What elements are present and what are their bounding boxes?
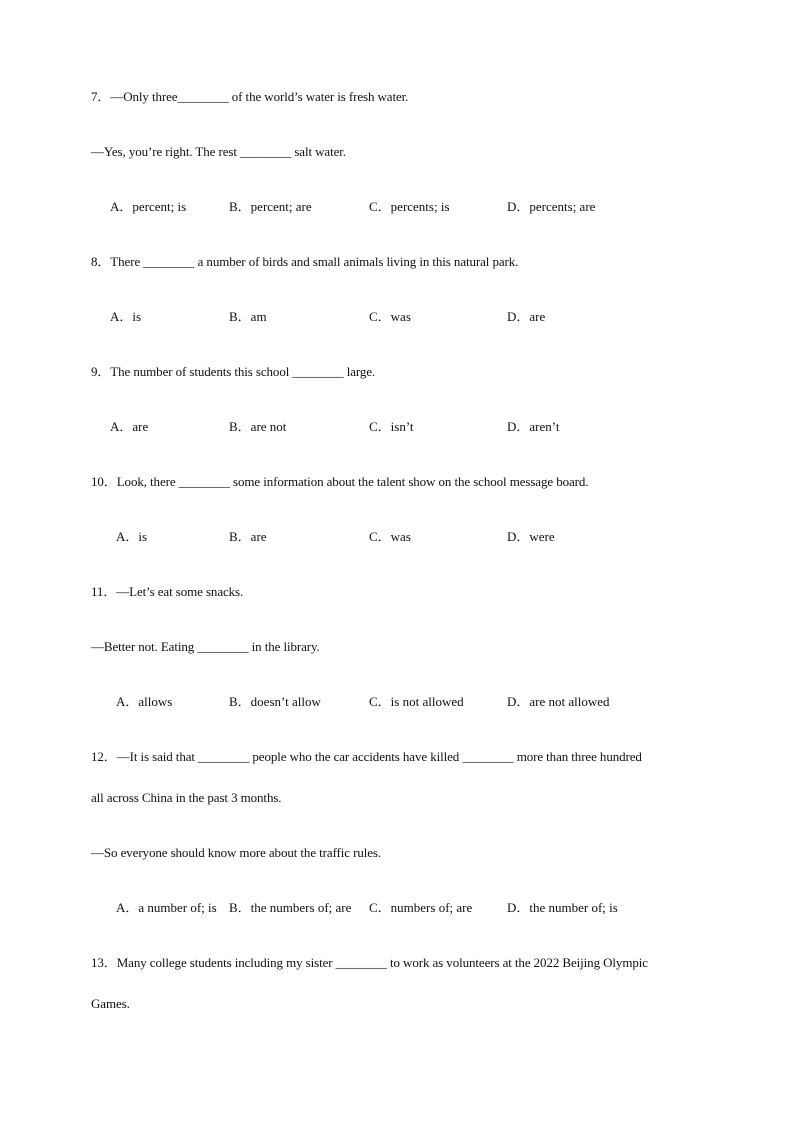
question-11-stem: 11．—Let’s eat some snacks. <box>91 584 244 599</box>
question-9-option-b[interactable]: B．are not <box>229 419 287 434</box>
question-10-option-d[interactable]: D．were <box>507 529 555 544</box>
question-9-option-d[interactable]: D．aren’t <box>507 419 560 434</box>
question-12-option-d[interactable]: D．the number of; is <box>507 900 618 915</box>
question-7-stem: 7．—Only three________ of the world’s water is fresh water. <box>91 89 409 104</box>
question-9-stem: 9．The number of students this school ________ large. <box>91 364 376 379</box>
question-12-stem: 12．—It is said that ________ people who the car accidents have killed ________ more than three hundred <box>91 749 642 764</box>
question-12-stem-continued: all across China in the past 3 months. <box>91 790 282 805</box>
question-12-option-a[interactable]: A．a number of; is <box>116 900 217 915</box>
question-10-option-a[interactable]: A．is <box>116 529 148 544</box>
question-11-option-c[interactable]: C．is not allowed <box>369 694 464 709</box>
question-7-option-d[interactable]: D．percents; are <box>507 199 596 214</box>
question-7-option-b[interactable]: B．percent; are <box>229 199 312 214</box>
question-13-stem: 13．Many college students including my sister ________ to work as volunteers at the 2022 Beijing Olympic <box>91 955 648 970</box>
question-10-stem: 10．Look, there ________ some information about the talent show on the school message board. <box>91 474 589 489</box>
question-10-option-c[interactable]: C．was <box>369 529 411 544</box>
question-11-option-a[interactable]: A．allows <box>116 694 173 709</box>
question-10-option-b[interactable]: B．are <box>229 529 267 544</box>
question-12-reply: —So everyone should know more about the traffic rules. <box>91 845 382 860</box>
question-11-option-b[interactable]: B．doesn’t allow <box>229 694 321 709</box>
question-12-option-b[interactable]: B．the numbers of; are <box>229 900 352 915</box>
question-9-option-c[interactable]: C．isn’t <box>369 419 414 434</box>
question-7-reply: —Yes, you’re right. The rest ________ salt water. <box>91 144 346 159</box>
question-7-option-c[interactable]: C．percents; is <box>369 199 450 214</box>
question-8-option-d[interactable]: D．are <box>507 309 546 324</box>
question-8-option-a[interactable]: A．is <box>110 309 142 324</box>
question-8-stem: 8．There ________ a number of birds and small animals living in this natural park. <box>91 254 519 269</box>
question-11-option-d[interactable]: D．are not allowed <box>507 694 610 709</box>
question-12-option-c[interactable]: C．numbers of; are <box>369 900 473 915</box>
question-8-option-b[interactable]: B．am <box>229 309 267 324</box>
question-11-reply: —Better not. Eating ________ in the library. <box>91 639 320 654</box>
question-8-option-c[interactable]: C．was <box>369 309 411 324</box>
question-9-option-a[interactable]: A．are <box>110 419 149 434</box>
question-13-stem-continued: Games. <box>91 996 130 1011</box>
question-7-option-a[interactable]: A．percent; is <box>110 199 187 214</box>
